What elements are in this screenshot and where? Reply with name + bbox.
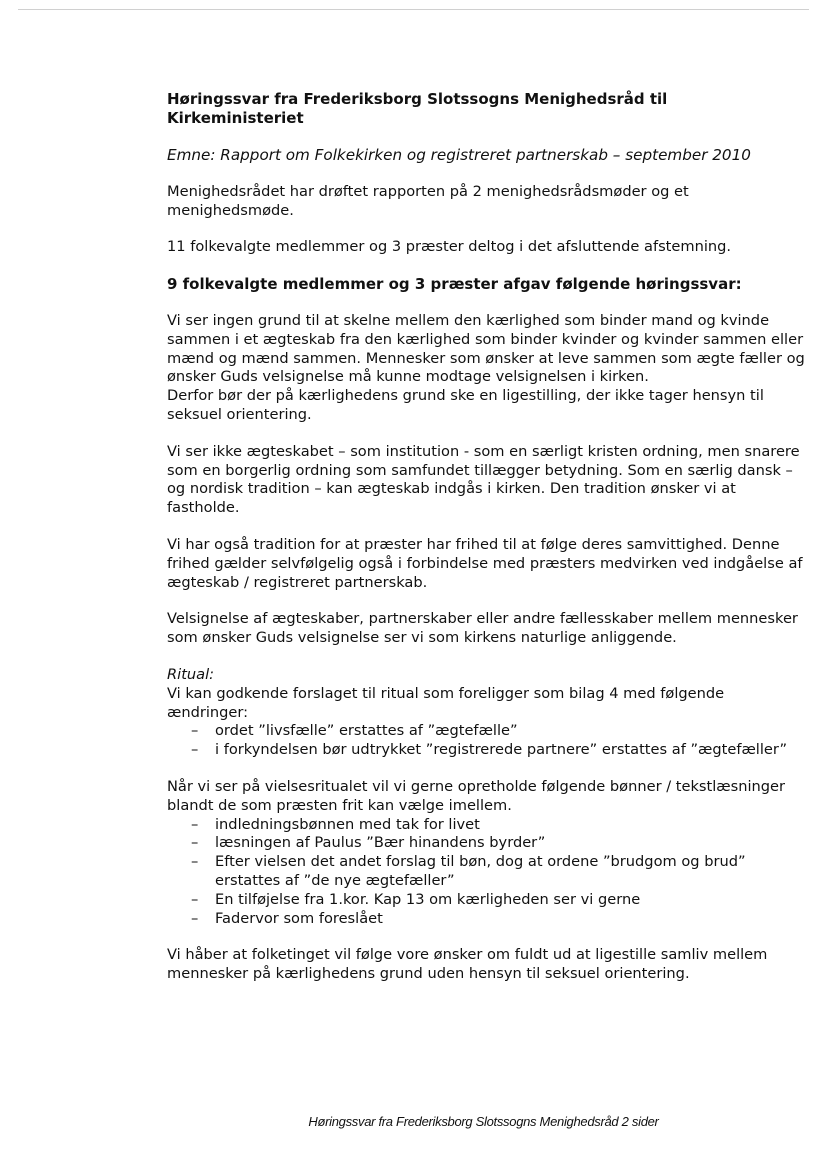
paragraph-conscience: Vi har også tradition for at præster har frihed til at følge deres samvittighed. Denne frihed gælder selvfølgelig også i forbindelse med præsters medvirken ved indgåelse af ægteskab / registreret partnerskab. [167, 535, 803, 591]
vielse-list [167, 816, 807, 929]
paragraph-meetings: Menighedsrådet har drøftet rapporten på 2 menighedsrådsmøder og et menighedsmøde. [167, 182, 689, 219]
footer-text: Høringssvar fra Frederiksborg Slotssogns Menighedsråd 2 sider [308, 1114, 659, 1129]
list-item: – Fadervor som foreslået [167, 910, 807, 929]
page-top-rule [18, 9, 809, 10]
paragraph-closing: Vi håber at folketinget vil følge vore ønsker om fuldt ud at ligestille samliv mellem mennesker på kærlighedens grund uden hensyn til seksuel orientering. [167, 946, 768, 983]
vielse-intro: Når vi ser på vielsesritualet vil vi gerne opretholde følgende bønner / tekstlæsninger blandt de som præsten frit kan vælge imellem. [167, 777, 786, 814]
paragraph-blessing: Velsignelse af ægteskaber, partnerskaber eller andre fællesskaber mellem mennesker som ønsker Guds velsignelse ser vi som kirkens naturlige anliggende. [167, 610, 798, 647]
page-footer [0, 1114, 827, 1129]
list-item: – En tilføjelse fra 1.kor. Kap 13 om kærligheden ser vi gerne [167, 891, 807, 910]
paragraph-equality: Derfor bør der på kærlighedens grund ske en ligestilling, der ikke tager hensyn til seksuel orientering. [167, 387, 764, 423]
list-item: – læsningen af Paulus ”Bær hinandens byrder” [167, 834, 807, 853]
list-item: – indledningsbønnen med tak for livet [167, 816, 807, 835]
ritual-intro: Vi kan godkende forslaget til ritual som foreligger som bilag 4 med følgende ændringer: [167, 684, 725, 721]
section-heading: 9 folkevalgte medlemmer og 3 præster afgav følgende høringssvar: [167, 275, 742, 294]
document-title: Høringssvar fra Frederiksborg Slotssogns Menighedsråd til Kirkeministeriet [167, 90, 668, 127]
paragraph-marriage: Vi ser ikke ægteskabet – som institution - som en særligt kristen ordning, men snarere som en borgerlig ordning som samfundet tillægger betydning. Som en særlig dansk – og nordisk tradition – kan ægteskab indgås i kirken. Den tradition ønsker vi at fastholde. [167, 442, 800, 517]
paragraph-vote: 11 folkevalgte medlemmer og 3 præster deltog i det afsluttende afstemning. [167, 238, 732, 256]
ritual-label: Ritual: [167, 665, 215, 683]
ritual-list [167, 722, 807, 760]
list-item: – i forkyndelsen bør udtrykket ”registrerede partnere” erstattes af ”ægtefæller” [167, 741, 807, 760]
document-subject: Emne: Rapport om Folkekirken og registreret partnerskab – september 2010 [167, 146, 751, 164]
list-item: – Efter vielsen det andet forslag til bøn, dog at ordene ”brudgom og brud” erstattes af ”de nye ægtefæller” [167, 853, 807, 891]
document-body [167, 90, 807, 1002]
list-item: – ordet ”livsfælle” erstattes af ”ægtefælle” [167, 722, 807, 741]
paragraph-love: Vi ser ingen grund til at skelne mellem den kærlighed som binder mand og kvinde sammen i et ægteskab fra den kærlighed som binder kvinder og kvinder sammen eller mænd og mænd sammen. Mennesker som ønsker at leve sammen som ægte fæller og ønsker Guds velsignelse må kunne modtage velsignelsen i kirken. [167, 311, 805, 386]
